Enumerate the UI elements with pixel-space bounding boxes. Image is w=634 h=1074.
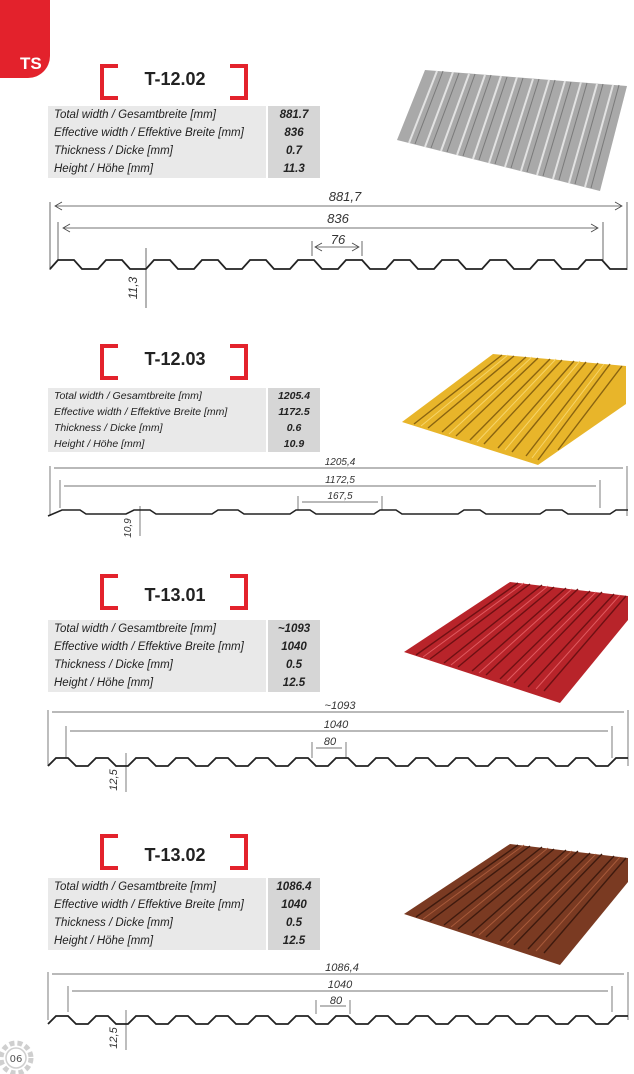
spec-label: Thickness / Dicke [mm] bbox=[48, 914, 266, 932]
spec-value: ~1093 bbox=[268, 620, 320, 638]
product-section-1 bbox=[0, 50, 634, 320]
title-bracket-right bbox=[230, 344, 248, 380]
dim-effective-width: 836 bbox=[327, 211, 349, 226]
spec-table bbox=[48, 388, 320, 452]
product-title: T-12.03 bbox=[144, 349, 206, 369]
dim-total-width: 881,7 bbox=[328, 189, 362, 204]
dim-effective-width: 1040 bbox=[323, 719, 349, 731]
product-title: T-12.02 bbox=[144, 69, 206, 89]
spec-row bbox=[48, 124, 320, 142]
spec-row bbox=[48, 420, 320, 436]
dim-pitch: 76 bbox=[330, 232, 346, 247]
title-bracket-right bbox=[230, 64, 248, 100]
dim-height: 12,5 bbox=[108, 1027, 120, 1049]
profile-drawing bbox=[0, 456, 634, 556]
page-number: 06 bbox=[9, 1054, 23, 1065]
spec-value: 1040 bbox=[268, 896, 320, 914]
profile-drawing bbox=[0, 698, 634, 808]
spec-label: Thickness / Dicke [mm] bbox=[48, 420, 266, 436]
dim-total-width: ~1093 bbox=[324, 700, 356, 712]
dim-height: 12,5 bbox=[108, 769, 120, 791]
spec-value: 1205.4 bbox=[268, 388, 320, 404]
sheet-image bbox=[400, 580, 630, 705]
title-bracket-left bbox=[100, 834, 118, 870]
spec-row bbox=[48, 932, 320, 950]
dim-total-width: 1205,4 bbox=[324, 457, 356, 468]
sheet-image bbox=[395, 68, 630, 193]
spec-label: Effective width / Effektive Breite [mm] bbox=[48, 124, 266, 142]
spec-row bbox=[48, 656, 320, 674]
spec-label: Thickness / Dicke [mm] bbox=[48, 142, 266, 160]
spec-table bbox=[48, 106, 320, 178]
profile-drawing bbox=[0, 188, 634, 308]
spec-row bbox=[48, 388, 320, 404]
spec-row bbox=[48, 436, 320, 452]
dim-total-width: 1086,4 bbox=[325, 962, 359, 974]
spec-row bbox=[48, 160, 320, 178]
brand-logo: TS bbox=[20, 54, 42, 73]
title-bracket-right bbox=[230, 834, 248, 870]
spec-row bbox=[48, 106, 320, 124]
spec-label: Effective width / Effektive Breite [mm] bbox=[48, 404, 266, 420]
spec-label: Thickness / Dicke [mm] bbox=[48, 656, 266, 674]
spec-table bbox=[48, 878, 320, 950]
spec-value: 836 bbox=[268, 124, 320, 142]
dim-effective-width: 1172,5 bbox=[325, 475, 355, 486]
dim-pitch: 80 bbox=[323, 736, 337, 748]
sheet-image bbox=[398, 352, 630, 467]
dim-effective-width: 1040 bbox=[327, 979, 353, 991]
spec-row bbox=[48, 142, 320, 160]
title-bracket-left bbox=[100, 344, 118, 380]
dim-pitch: 167,5 bbox=[327, 491, 353, 502]
sheet-image bbox=[400, 842, 630, 967]
profile-drawing bbox=[0, 960, 634, 1070]
spec-value: 1040 bbox=[268, 638, 320, 656]
spec-label: Height / Höhe [mm] bbox=[48, 932, 266, 950]
dim-height: 10,9 bbox=[123, 518, 134, 538]
spec-table bbox=[48, 620, 320, 692]
spec-value: 0.5 bbox=[268, 656, 320, 674]
spec-value: 881.7 bbox=[268, 106, 320, 124]
dim-pitch: 80 bbox=[329, 995, 343, 1007]
spec-value: 1086.4 bbox=[268, 878, 320, 896]
spec-value: 0.6 bbox=[268, 420, 320, 436]
spec-value: 10.9 bbox=[268, 436, 320, 452]
spec-label: Total width / Gesamtbreite [mm] bbox=[48, 106, 266, 124]
title-bracket-left bbox=[100, 64, 118, 100]
dim-height: 11,3 bbox=[126, 276, 140, 300]
product-title: T-13.01 bbox=[144, 585, 206, 605]
spec-row bbox=[48, 620, 320, 638]
spec-row bbox=[48, 896, 320, 914]
spec-label: Effective width / Effektive Breite [mm] bbox=[48, 638, 266, 656]
spec-row bbox=[48, 914, 320, 932]
spec-value: 0.7 bbox=[268, 142, 320, 160]
spec-label: Height / Höhe [mm] bbox=[48, 674, 266, 692]
spec-value: 11.3 bbox=[268, 160, 320, 178]
spec-value: 1172.5 bbox=[268, 404, 320, 420]
spec-value: 12.5 bbox=[268, 932, 320, 950]
title-bracket-right bbox=[230, 574, 248, 610]
spec-label: Total width / Gesamtbreite [mm] bbox=[48, 388, 266, 404]
product-section-2 bbox=[0, 330, 634, 550]
spec-row bbox=[48, 674, 320, 692]
spec-row bbox=[48, 638, 320, 656]
spec-label: Total width / Gesamtbreite [mm] bbox=[48, 620, 266, 638]
spec-label: Height / Höhe [mm] bbox=[48, 436, 266, 452]
spec-label: Height / Höhe [mm] bbox=[48, 160, 266, 178]
title-bracket-left bbox=[100, 574, 118, 610]
spec-value: 0.5 bbox=[268, 914, 320, 932]
spec-label: Effective width / Effektive Breite [mm] bbox=[48, 896, 266, 914]
spec-row bbox=[48, 878, 320, 896]
product-title: T-13.02 bbox=[144, 845, 206, 865]
spec-value: 12.5 bbox=[268, 674, 320, 692]
gear-icon bbox=[0, 1030, 40, 1074]
product-section-3 bbox=[0, 560, 634, 810]
product-section-4 bbox=[0, 820, 634, 1074]
spec-label: Total width / Gesamtbreite [mm] bbox=[48, 878, 266, 896]
spec-row bbox=[48, 404, 320, 420]
